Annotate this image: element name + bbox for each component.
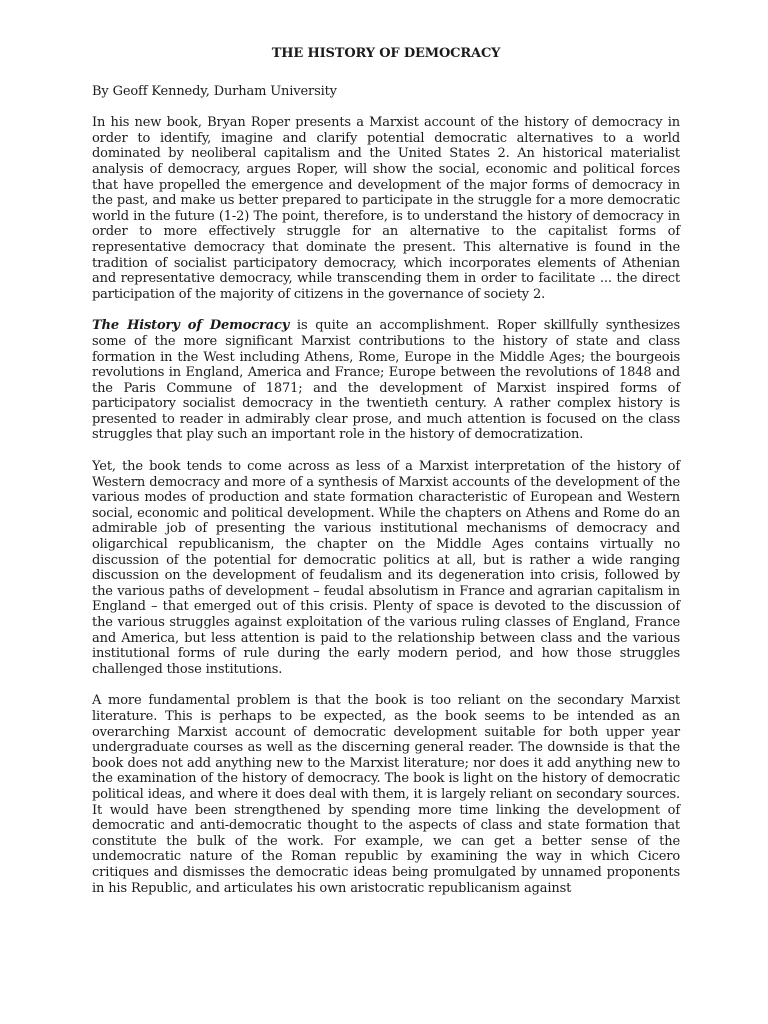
author-byline: By Geoff Kennedy, Durham University	[92, 83, 337, 99]
paragraph-4	[92, 693, 680, 896]
paragraph-1	[92, 115, 680, 302]
paragraph-2	[92, 318, 680, 443]
document-page	[92, 46, 680, 912]
paragraph-3-text: Yet, the book tends to come across as less of a Marxist interpretation of the history of Western democracy and more of a synthesis of Marxist accounts of the development of the various modes of production and state formation characteristic of European and Western social, economic and political development. While the chapters on Athens and Rome do an admirable job of presenting the various institutional mechanisms of democracy and oligarchical republicanism, the chapter on the Middle Ages contains virtually no discussion of the potential for democratic politics at all, but is rather a wide ranging discussion on the development of feudalism and its degeneration into crisis, followed by the various paths of development – feudal absolutism in France and agrarian capitalism in England – that emerged out of this crisis. Plenty of space is devoted to the discussion of the various struggles against exploitation of the various ruling classes of England, France and America, but less attention is paid to the relationship between class and the various institutional forms of rule during the early modern period, and how those struggles challenged those institutions.	[92, 459, 680, 677]
paragraph-3	[92, 459, 680, 677]
paragraph-4-text: A more fundamental problem is that the book is too reliant on the secondary Marxist literature. This is perhaps to be expected, as the book seems to be intended as an overarching Marxist account of democratic development suitable for both upper year undergraduate courses as well as the discerning general reader. The downside is that the book does not add anything new to the Marxist literature; nor does it add anything new to the examination of the history of democracy. The book is light on the history of democratic political ideas, and where it does deal with them, it is largely reliant on secondary sources. It would have been strengthened by spending more time linking the development of democratic and anti-democratic thought to the aspects of class and state formation that constitute the bulk of the work. For example, we can get a better sense of the undemocratic nature of the Roman republic by examining the way in which Cicero critiques and dismisses the democratic ideas being promulgated by unnamed proponents in his Republic, and articulates his own aristocratic republicanism against	[92, 693, 680, 896]
paragraph-2-text: is quite an accomplishment. Roper skillfully synthesizes some of the more significant Marxist contributions to the history of state and class formation in the West including Athens, Rome, Europe in the Middle Ages; the bourgeois revolutions in England, America and France; Europe between the revolutions of 1848 and the Paris Commune of 1871; and the development of Marxist inspired forms of participatory socialist democracy in the twentieth century. A rather complex history is presented to reader in admirably clear prose, and much attention is focused on the class struggles that play such an important role in the history of democratization.	[92, 318, 680, 443]
document-title: THE HISTORY OF DEMOCRACY	[271, 46, 501, 61]
paragraph-1-text: In his new book, Bryan Roper presents a Marxist account of the history of democracy in order to identify, imagine and clarify potential democratic alternatives to a world dominated by neoliberal capitalism and the United States 2. An historical materialist analysis of democracy, argues Roper, will show the social, economic and political forces that have propelled the emergence and development of the major forms of democracy in the past, and make us better prepared to participate in the struggle for a more democratic world in the future (1-2) The point, therefore, is to understand the history of democracy in order to more effectively struggle for an alternative to the capitalist forms of representative democracy that dominate the present. This alternative is found in the tradition of socialist participatory democracy, which incorporates elements of Athenian and representative democracy, while transcending them in order to facilitate ... the direct participation of the majority of citizens in the governance of society 2.	[92, 115, 680, 302]
book-title-reference: The History of Democracy	[92, 318, 290, 334]
